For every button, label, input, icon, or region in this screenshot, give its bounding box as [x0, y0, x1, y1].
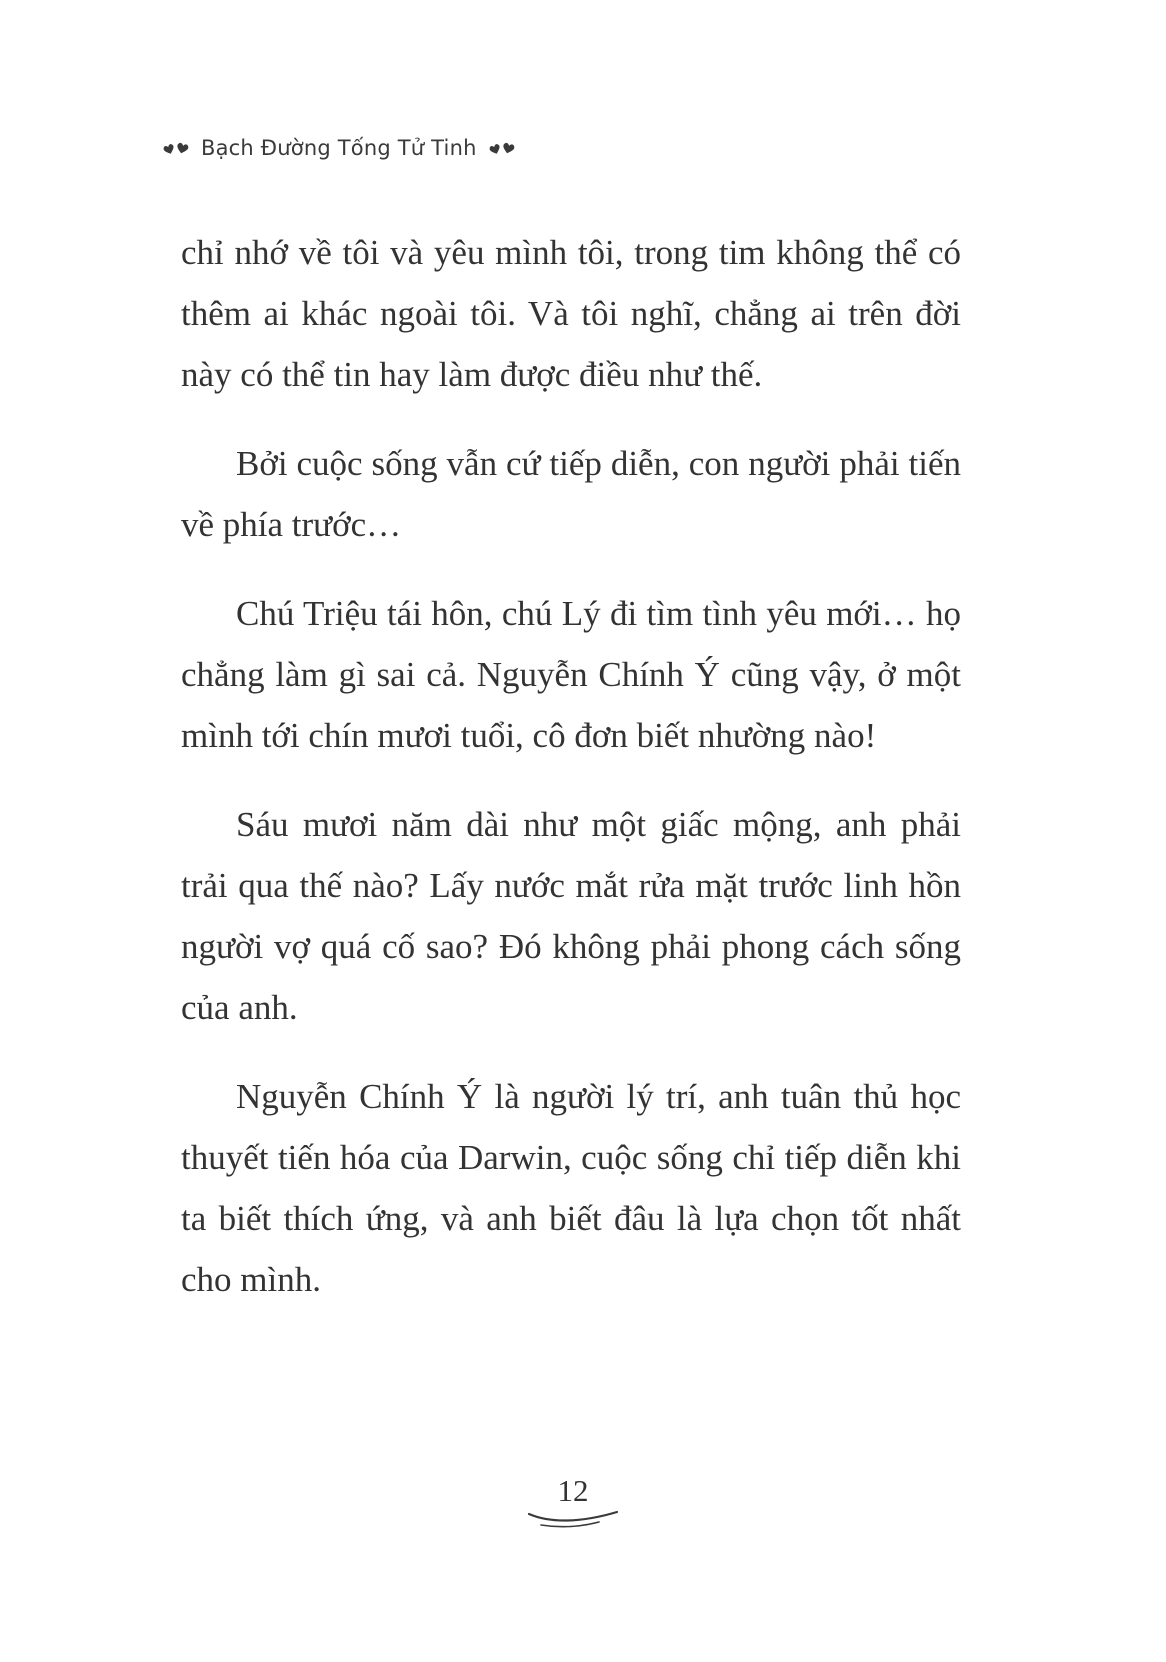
paragraph: Bởi cuộc sống vẫn cứ tiếp diễn, con người phải tiến về phía trước…: [181, 444, 961, 544]
paragraph: Nguyễn Chính Ý là người lý trí, anh tuân thủ học thuyết tiến hóa của Darwin, cuộc sống chỉ tiếp diễn khi ta biết thích ứng, và anh biết đâu là lựa chọn tốt nhất cho mình.: [181, 1077, 961, 1299]
book-title: Bạch Đường Tống Tử Tinh: [201, 136, 477, 160]
paragraph: chỉ nhớ về tôi và yêu mình tôi, trong tim không thể có thêm ai khác ngoài tôi. Và tôi nghĩ, chẳng ai trên đời này có thể tin hay làm được điều như thế.: [181, 233, 961, 394]
paragraph: Chú Triệu tái hôn, chú Lý đi tìm tình yêu mới… họ chẳng làm gì sai cả. Nguyễn Chính Ý cũng vậy, ở một mình tới chín mươi tuổi, cô đơn biết nhường nào!: [181, 594, 961, 755]
body-text: [181, 222, 961, 1338]
heart-ornament-left: [163, 141, 189, 155]
page-number: 12: [557, 1473, 589, 1508]
heart-icon: [176, 141, 189, 155]
paragraph: Sáu mươi năm dài như một giấc mộng, anh phải trải qua thế nào? Lấy nước mắt rửa mặt trước linh hồn người vợ quá cố sao? Đó không phải phong cách sống của anh.: [181, 805, 961, 1027]
heart-icon: [489, 143, 501, 155]
heart-icon: [163, 143, 175, 155]
heart-icon: [502, 141, 515, 155]
page-footer: [523, 1474, 623, 1530]
heart-ornament-right: [489, 141, 515, 155]
swash-ornament: [525, 1508, 621, 1530]
running-header: [163, 136, 515, 160]
